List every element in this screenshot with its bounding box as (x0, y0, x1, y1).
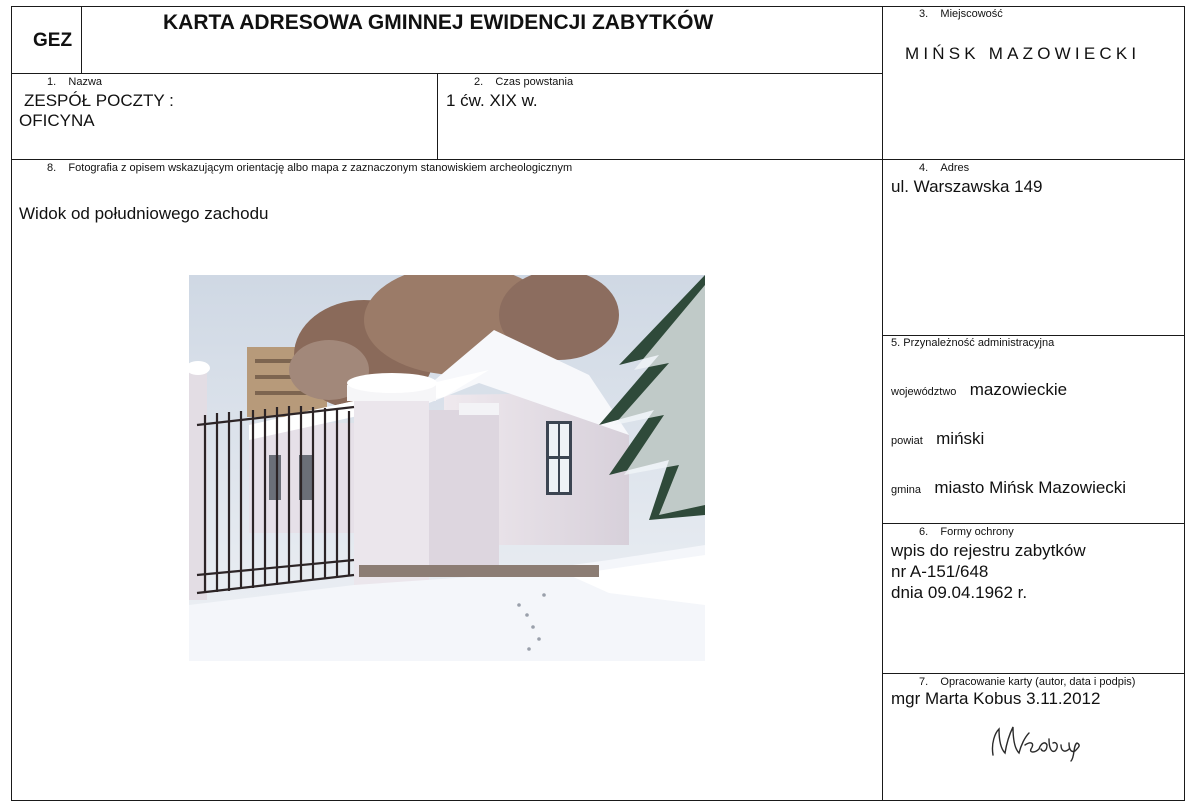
ochrona-line3: dnia 09.04.1962 r. (891, 583, 1028, 602)
czas-value: 1 ćw. XIX w. (446, 91, 538, 110)
gmina-label: gmina (891, 484, 921, 496)
adres-label (919, 162, 969, 175)
wojewodztwo-label: województwo (891, 386, 957, 398)
gmina-row (891, 478, 1126, 498)
wojewodztwo-value: mazowieckie (969, 380, 1068, 399)
czas-label (474, 76, 573, 89)
nazwa-num: 1. (47, 76, 57, 88)
gmina-value: miasto Mińsk Mazowiecki (934, 478, 1127, 497)
miejscowosc-num: 3. (919, 8, 929, 20)
divider-gez (81, 6, 82, 74)
opracowanie-label (919, 676, 1135, 689)
signature (985, 715, 1085, 770)
ochrona-line1: wpis do rejestru zabytków (891, 541, 1086, 560)
divider-right-column (882, 6, 883, 801)
opracowanie-value: mgr Marta Kobus 3.11.2012 (891, 689, 1101, 708)
frame-bottom (11, 800, 1185, 801)
frame-left (11, 6, 12, 801)
divider-adres (882, 335, 1185, 336)
czas-label-text: Czas powstania (495, 76, 574, 88)
adres-label-text: Adres (940, 162, 970, 174)
divider-row2 (11, 159, 1185, 160)
page-title: KARTA ADRESOWA GMINNEJ EWIDENCJI ZABYTKÓW (163, 11, 714, 34)
czas-num: 2. (474, 76, 484, 88)
nazwa-label-text: Nazwa (68, 76, 103, 88)
gez-code: GEZ (33, 30, 73, 51)
powiat-value: miński (936, 429, 985, 448)
miejscowosc-label-text: Miejscowość (940, 8, 1003, 20)
divider-nazwa-czas (437, 73, 438, 159)
frame-top (11, 6, 1185, 7)
ochrona-label (919, 526, 1014, 539)
miejscowosc-label (919, 8, 1003, 21)
nazwa-line1: ZESPÓŁ POCZTY : (24, 91, 174, 110)
ochrona-line2: nr A-151/648 (891, 562, 989, 581)
photo-caption: Widok od południowego zachodu (19, 204, 269, 223)
adres-value: ul. Warszawska 149 (891, 177, 1043, 196)
ochrona-label-text: Formy ochrony (940, 526, 1014, 538)
opracowanie-num: 7. (919, 676, 929, 688)
fotografia-label (47, 162, 572, 175)
fotografia-label-text: Fotografia z opisem wskazującym orientację albo mapa z zaznaczonym stanowiskiem archeologicznym (68, 162, 573, 174)
building-photo (189, 275, 705, 661)
divider-ochrona (882, 673, 1185, 674)
opracowanie-label-text: Opracowanie karty (autor, data i podpis) (940, 676, 1136, 688)
powiat-label: powiat (891, 435, 923, 447)
divider-przynaleznosc (882, 523, 1185, 524)
adres-num: 4. (919, 162, 929, 174)
wojewodztwo-row (891, 380, 1067, 400)
nazwa-label (47, 76, 102, 89)
frame-right (1184, 6, 1185, 801)
divider-header (11, 73, 883, 74)
powiat-row (891, 429, 984, 449)
nazwa-line2: OFICYNA (19, 111, 95, 130)
ochrona-num: 6. (919, 526, 929, 538)
fotografia-num: 8. (47, 162, 57, 174)
przynaleznosc-label: 5. Przynależność administracyjna (891, 337, 1055, 349)
miejscowosc-value: MIŃSK MAZOWIECKI (905, 44, 1141, 63)
